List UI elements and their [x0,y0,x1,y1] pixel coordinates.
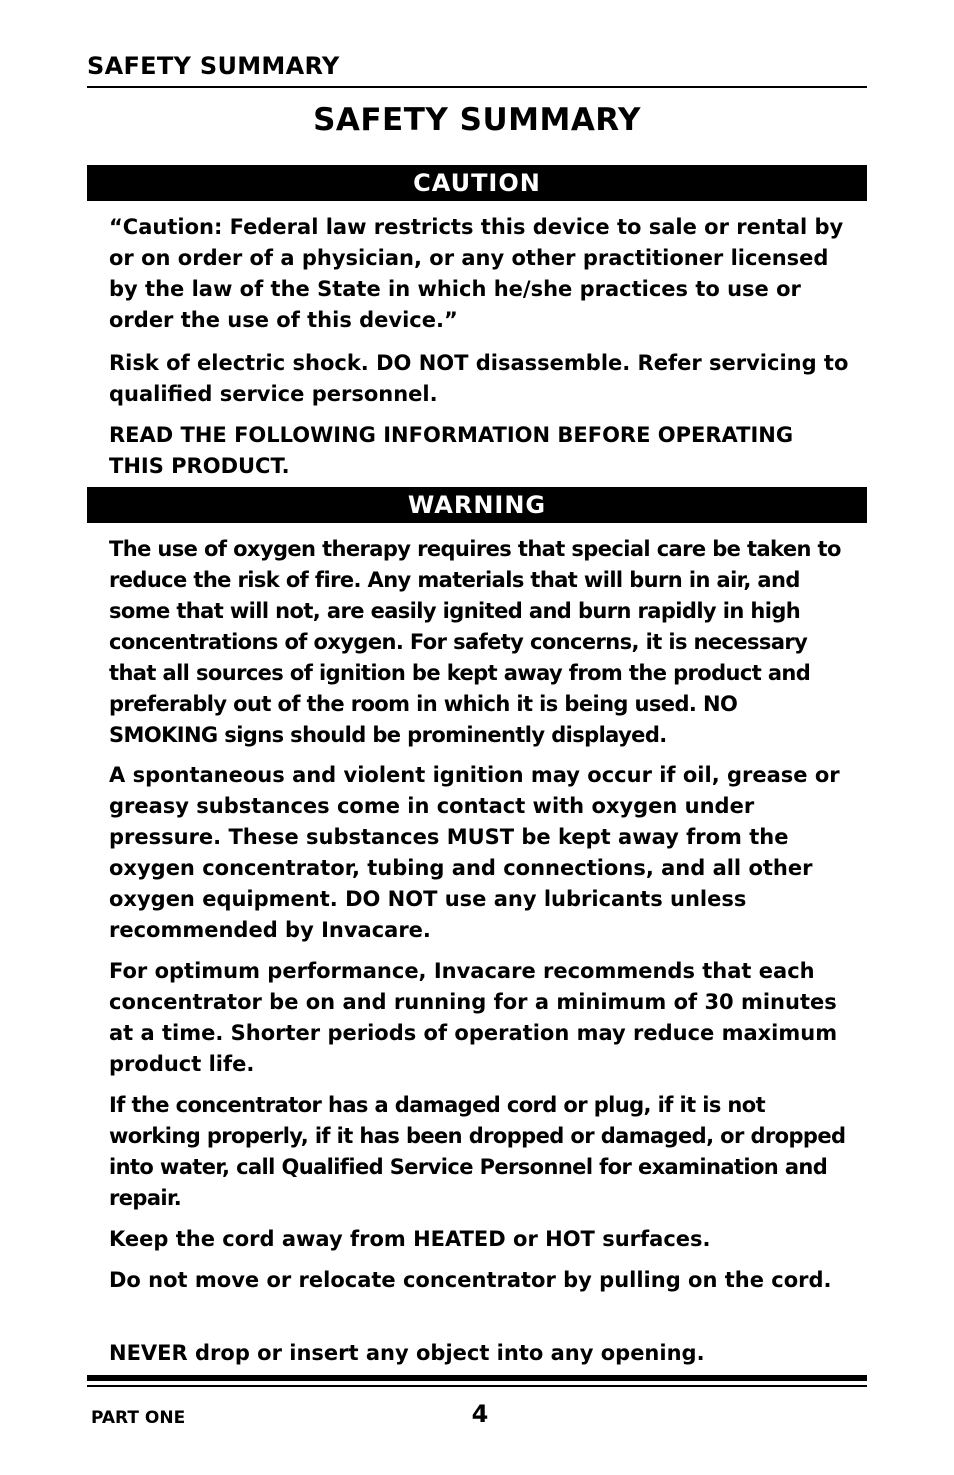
electric-shock-text-c: disassemble. Refer servicing to qualified service personnel. [109,351,849,406]
heated-text-e: surfaces. [594,1227,711,1251]
ignition-text-a: A spontaneous and violent ignition may occur if oil, grease or greasy substances come in contact with oxygen under pressure. These substances [109,763,840,849]
caution-banner: CAUTION [87,165,867,201]
hot-emphasis: HOT [545,1227,595,1251]
heated-text-a: Keep the cord away from [109,1227,414,1251]
warning-oxygen-fire-text [109,534,849,751]
warning-heated-surfaces-text [109,1224,849,1255]
oxygen-fire-text-c: signs should be prominently displayed. [217,723,667,747]
page-number: 4 [471,1400,489,1428]
footer-rule-thin [87,1385,867,1387]
do-not-emphasis: DO NOT [345,887,438,911]
read-before-operating-text: READ THE FOLLOWING INFORMATION BEFORE OPERATING THIS PRODUCT. [109,423,794,478]
running-header: SAFETY SUMMARY [87,52,340,80]
warning-pulling-cord-text: Do not move or relocate concentrator by pulling on the cord. [109,1268,832,1292]
warning-insert-object-text [109,1338,849,1369]
caution-electric-shock-text [109,348,849,410]
footer-section-label: PART ONE [91,1408,186,1428]
ignition-text-c: be kept away from the oxygen concentrator, tubing and connections, and all other oxygen equipment. [109,825,813,911]
oxygen-fire-text-a: The use of oxygen therapy requires that special care be taken to reduce the risk of fire. Any materials that will burn in air, and some that will not, are easily ignited and burn rapidly in high concentrations of oxygen. For safety concerns, it is necessary that all sources of ignition be kept away from the product and preferably out of the room in which it is being used. [109,537,841,716]
caution-federal-law-text: “Caution: Federal law restricts this device to sale or rental by or on order of a physician, or any other practitioner licensed by the law of the State in which he/she practices to use or order the use of this device.” [109,215,844,332]
insert-object-text-b: drop or insert any object into any opening. [187,1341,705,1365]
warning-damaged-cord-text: If the concentrator has a damaged cord or plug, if it is not working properly, if it has been dropped or damaged, or dropped into water, call Qualified Service Personnel for examination and repair. [109,1093,846,1210]
warning-optimum-performance-text: For optimum performance, Invacare recommends that each concentrator be on and running for a minimum of 30 minutes at a time. Shorter periods of operation may reduce maximum product life. [109,959,838,1076]
heated-emphasis: HEATED [413,1227,506,1251]
ignition-text-e: use any lubricants unless recommended by Invacare. [109,887,747,942]
electric-shock-text-a: Risk of electric shock. [109,351,377,375]
page-title: SAFETY SUMMARY [313,102,641,138]
warning-ignition-text [109,760,849,946]
no-smoking-emphasis: NO SMOKING [109,692,738,747]
never-emphasis: NEVER [109,1341,188,1365]
warning-banner: WARNING [87,487,867,523]
heated-text-c: or [505,1227,546,1251]
footer-rule-thick [87,1375,867,1381]
electric-shock-emphasis: DO NOT [376,351,469,375]
header-rule [87,86,867,88]
must-emphasis: MUST [446,825,515,849]
